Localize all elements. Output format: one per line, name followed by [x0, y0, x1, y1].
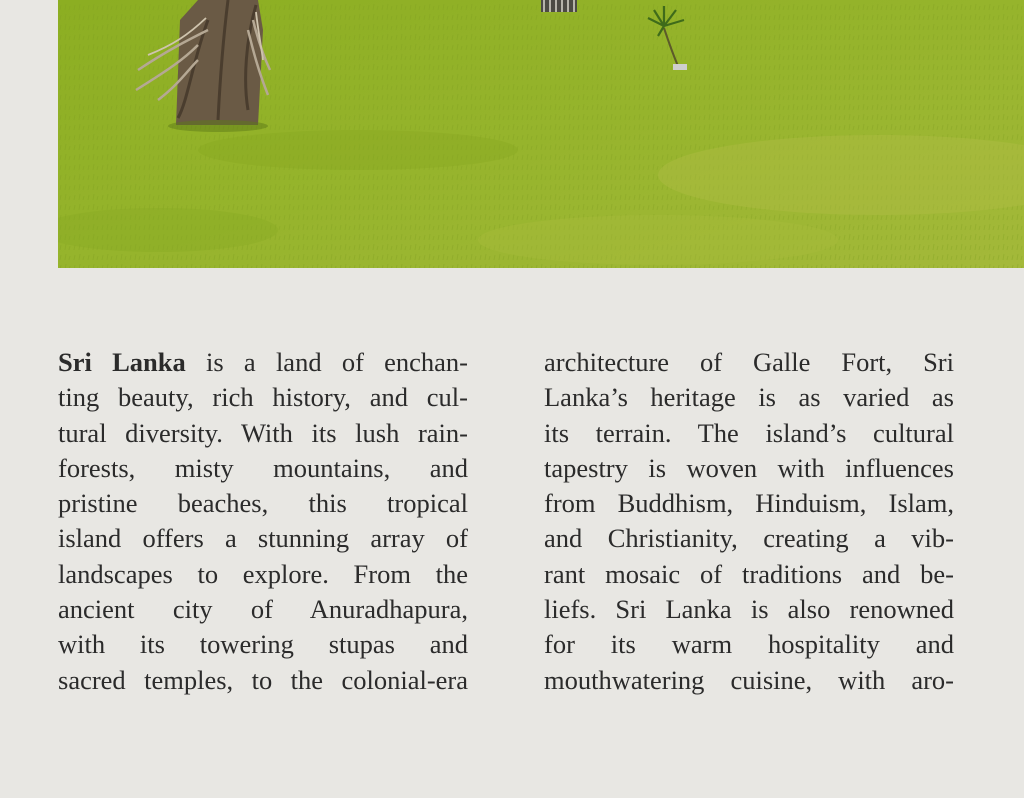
line-text: is a land of enchan-: [185, 347, 468, 377]
striped-post: [541, 0, 577, 12]
article-line: mouthwatering cuisine, with aro-: [544, 664, 954, 695]
article-line: sacred temples, to the colonial-era: [58, 664, 468, 695]
article-line: and Christianity, creating a vib-: [544, 523, 954, 554]
article-line: pristine beaches, this tropical: [58, 488, 468, 519]
landscape-photo: [58, 0, 1024, 268]
article-line: ting beauty, rich history, and cul-: [58, 382, 468, 413]
article-line: island offers a stunning array of: [58, 523, 468, 554]
article-line: liefs. Sri Lanka is also renowned: [544, 594, 954, 625]
article-line: rant mosaic of traditions and be-: [544, 558, 954, 589]
article-line: its terrain. The island’s cultural: [544, 417, 954, 448]
article-line: with its towering stupas and: [58, 629, 468, 660]
article-line: forests, misty mountains, and: [58, 452, 468, 483]
grass-field-illustration: [58, 0, 1024, 268]
article-line: tural diversity. With its lush rain-: [58, 417, 468, 448]
article-line: tapestry is woven with influences: [544, 452, 954, 483]
article-column-left: [58, 345, 468, 698]
lead-term: Sri Lanka: [58, 347, 186, 377]
article-line: from Buddhism, Hinduism, Islam,: [544, 488, 954, 519]
article-line-1: [58, 345, 468, 380]
article-line: for its warm hospitality and: [544, 629, 954, 660]
article-column-right: [544, 345, 954, 698]
article-line: landscapes to explore. From the: [58, 558, 468, 589]
article-line: architecture of Galle Fort, Sri: [544, 347, 954, 377]
article-line: ancient city of Anuradhapura,: [58, 594, 468, 625]
article-line: Lanka’s heritage is as varied as: [544, 382, 954, 413]
